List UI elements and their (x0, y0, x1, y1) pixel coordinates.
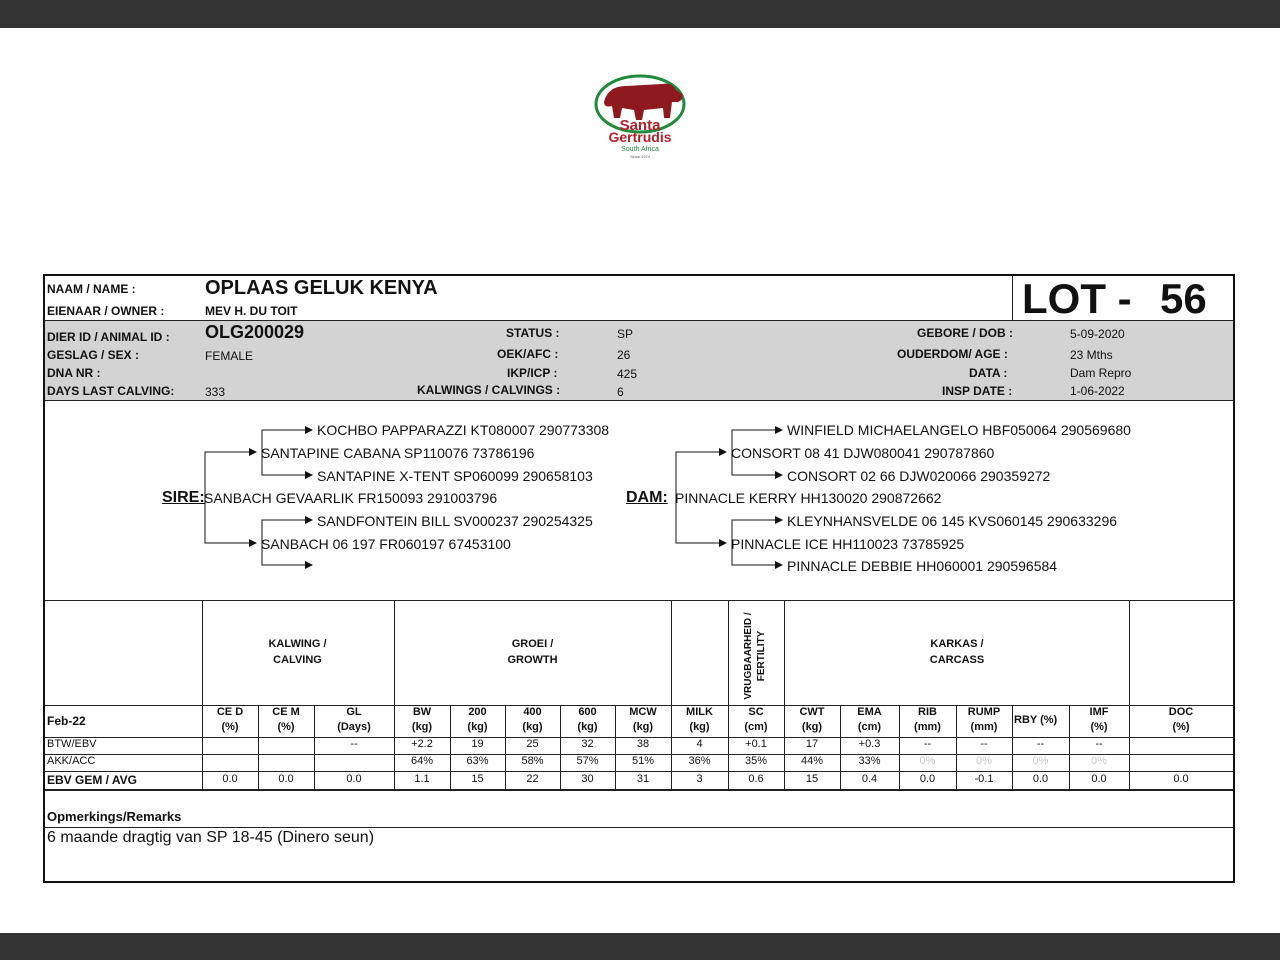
sire-sire-sire-name: KOCHBO PAPPARAZZI KT080007 290773308 (317, 422, 610, 438)
animal-id-value: OLG200029 (205, 322, 305, 342)
ebv-column-unit: (%) (1090, 721, 1108, 733)
ebv-cell: 35% (744, 755, 768, 767)
ebv-cell: 51% (631, 755, 655, 767)
group-carcass-line-1: KARKAS / (930, 638, 984, 650)
ebv-column-header (450, 705, 505, 735)
ebv-column-header (671, 705, 728, 735)
sire-sire-name: SANTAPINE CABANA SP110076 73786196 (261, 445, 535, 461)
ebv-cell: +0.1 (745, 738, 767, 750)
insp-date-label: INSP DATE : (942, 384, 1013, 398)
ebv-row-label: EBV GEM / AVG (47, 773, 138, 787)
ebv-column-name: GL (346, 706, 362, 718)
sire-dam-name: SANBACH 06 197 FR060197 67453100 (261, 536, 511, 552)
ebv-column-name: IMF (1089, 706, 1109, 718)
ebv-bottom-line (45, 789, 1233, 791)
ebv-column-name: RUMP (967, 706, 1001, 718)
ebv-cell: 0.6 (748, 773, 764, 785)
ebv-column-header (1069, 705, 1129, 735)
ebv-row-label: BTW/EBV (47, 738, 97, 750)
lot-label: LOT - (1022, 275, 1132, 322)
ebv-cell: -- (1036, 738, 1045, 750)
group-calving-line-2: CALVING (273, 654, 322, 666)
group-carcass (785, 636, 1129, 668)
ebv-column-name: 400 (523, 706, 542, 718)
ebv-cell: 38 (636, 738, 650, 750)
dam-dam-sire-name: KLEYNHANSVELDE 06 145 KVS060145 290633296 (787, 513, 1118, 529)
data-value: Dam Repro (1070, 366, 1132, 380)
oek-label: OEK/AFC : (497, 347, 559, 361)
ebv-column-unit: (mm) (914, 721, 941, 733)
sire-name: SANBACH GEVAARLIK FR150093 291003796 (204, 490, 498, 506)
days-label: DAYS LAST CALVING: (47, 384, 175, 398)
group-fertility: VRUGBAARHEID / FERTILITY (743, 612, 767, 700)
ebv-cell: 0% (976, 755, 992, 767)
remarks-label: Opmerkings/Remarks (47, 809, 182, 824)
group-calving (202, 636, 393, 668)
ebv-column-unit: (kg) (522, 721, 543, 733)
ebv-period: Feb-22 (47, 714, 86, 728)
ebv-column-unit: (kg) (411, 721, 433, 733)
ebv-cell: 33% (858, 755, 881, 767)
dam-sire-name: CONSORT 08 41 DJW080041 290787860 (731, 445, 995, 461)
animal-id-label: DIER ID / ANIMAL ID : (47, 330, 170, 344)
dob-label: GEBORE / DOB : (917, 326, 1014, 340)
ebv-cell: 36% (688, 755, 711, 767)
ebv-column-unit: (kg) (577, 721, 598, 733)
ebv-cell: +2.2 (411, 738, 433, 750)
ebv-cell: -- (350, 738, 358, 750)
ebv-column-unit: (%) (277, 721, 295, 733)
ebv-column-unit: (Days) (337, 721, 371, 733)
ebv-cell: 0.4 (861, 773, 878, 785)
ebv-column-line (202, 600, 203, 789)
logo-line-4: Since 1974 (629, 154, 651, 159)
ebv-column-name: MILK (686, 706, 713, 718)
ebv-cell: -- (980, 738, 988, 750)
ebv-column-unit: (cm) (857, 721, 882, 733)
dam-dam-name: PINNACLE ICE HH110023 73785925 (731, 536, 965, 552)
ebv-column-unit: (kg) (801, 721, 823, 733)
ebv-column-unit: (%) (1172, 721, 1190, 733)
group-carcass-line-2: CARCASS (929, 654, 985, 666)
remarks-text: 6 maande dragtig van SP 18-45 (Dinero seun) (47, 829, 375, 846)
dam-label: DAM: (626, 489, 668, 506)
sex-label: GESLAG / SEX : (47, 348, 140, 362)
ebv-cell: 0.0 (278, 773, 294, 785)
ebv-column-unit: (kg) (467, 721, 488, 733)
ebv-cell: 0.0 (222, 773, 238, 785)
data-label: DATA : (969, 366, 1008, 380)
lot-number: 56 (1160, 275, 1207, 322)
ebv-column-name: SC (748, 706, 764, 718)
ebv-cell: 31 (636, 773, 650, 785)
ebv-column-line (1129, 600, 1130, 789)
ebv-cell: 57% (576, 755, 599, 767)
sire-sire-dam-name: SANTAPINE X-TENT SP060099 290658103 (317, 468, 593, 484)
ebv-column-header (314, 705, 394, 735)
ebv-cell: 30 (581, 773, 594, 785)
age-label: OUDERDOM/ AGE : (897, 347, 1008, 361)
ebv-column-name: MCW (629, 706, 657, 718)
ebv-cell: 19 (471, 738, 484, 750)
ebv-row-label: AKK/ACC (47, 755, 96, 767)
ebv-cell: 3 (696, 773, 703, 785)
ebv-column-header (202, 705, 258, 735)
ebv-column-name: RBY (%) (1014, 714, 1058, 726)
group-calving-line-1: KALWING / (268, 638, 327, 650)
ebv-column-header (899, 705, 956, 735)
ebv-cell: 17 (805, 738, 819, 750)
oek-value: 26 (617, 348, 631, 362)
ebv-column-name: 200 (468, 706, 487, 718)
ebv-cell: 58% (521, 755, 544, 767)
ebv-cell: 0.0 (346, 773, 362, 785)
ebv-top-line (45, 600, 1233, 601)
ebv-column-name: EMA (857, 706, 882, 718)
days-value: 333 (205, 385, 226, 399)
ebv-column-header (956, 705, 1012, 735)
ebv-cell: -- (1095, 738, 1103, 750)
ebv-column-unit: (cm) (744, 721, 768, 733)
dam-dam-dam-name: PINNACLE DEBBIE HH060001 290596584 (787, 558, 1058, 574)
ebv-column-header (728, 705, 784, 735)
dam-sire-dam-name: CONSORT 02 66 DJW020066 290359272 (787, 468, 1051, 484)
status-label: STATUS : (506, 326, 560, 340)
ebv-cell: 22 (526, 773, 539, 785)
ebv-cell: 0.0 (1032, 773, 1049, 785)
ebv-column-name: BW (412, 706, 432, 718)
ebv-column-name: RIB (918, 706, 937, 718)
ebv-column-name: CE D (216, 706, 244, 718)
insp-date-value: 1-06-2022 (1070, 384, 1125, 398)
ebv-cell: 44% (800, 755, 824, 767)
calvings-label: KALWINGS / CALVINGS : (417, 383, 561, 397)
ebv-column-header (615, 705, 671, 735)
ebv-cell: 1.1 (414, 773, 430, 785)
ebv-cell: 15 (805, 773, 819, 785)
ebv-column-name: DOC (1168, 706, 1194, 718)
logo-line-1: Santa (619, 117, 661, 134)
ebv-column-header (1129, 705, 1233, 735)
ebv-row-line-3 (45, 771, 1233, 772)
ebv-cell: 0% (1032, 755, 1049, 767)
ebv-column-header (1012, 713, 1071, 728)
ebv-column-header (258, 705, 314, 735)
group-growth-line-2: GROWTH (507, 654, 558, 666)
ebv-column-header (505, 705, 560, 735)
age-value: 23 Mths (1070, 348, 1113, 362)
ebv-column-unit: (%) (221, 721, 239, 733)
ebv-cell: +0.3 (858, 738, 881, 750)
ebv-cell: 32 (581, 738, 594, 750)
ebv-cell: 15 (471, 773, 484, 785)
animal-name: OPLAAS GELUK KENYA (205, 277, 438, 299)
calvings-value: 6 (617, 385, 624, 399)
ebv-cell: 0.0 (919, 773, 936, 785)
ebv-cell: -- (923, 738, 932, 750)
sire-label: SIRE: (162, 489, 205, 506)
ebv-column-name: CWT (799, 706, 825, 718)
group-growth (394, 636, 671, 668)
ikp-label: IKP/ICP : (507, 366, 558, 380)
ikp-value: 425 (617, 367, 638, 381)
dam-sire-sire-name: WINFIELD MICHAELANGELO HBF050064 290569680 (787, 422, 1131, 438)
status-value: SP (617, 327, 634, 341)
sire-dam-sire-name: SANDFONTEIN BILL SV000237 290254325 (317, 513, 593, 529)
ebv-column-header (560, 705, 615, 735)
ebv-column-unit: (kg) (632, 721, 654, 733)
owner-label: EIENAAR / OWNER : (47, 304, 165, 318)
ebv-cell: 25 (526, 738, 539, 750)
ebv-column-name: CE M (272, 706, 300, 718)
ebv-cell: 63% (466, 755, 489, 767)
logo-line-3: South Africa (621, 146, 659, 153)
ebv-cell: 0% (1091, 755, 1107, 767)
owner-value: MEV H. DU TOIT (205, 304, 298, 318)
sex-value: FEMALE (205, 349, 254, 363)
name-label: NAAM / NAME : (47, 282, 136, 296)
ebv-column-header (394, 705, 450, 735)
logo-line-2: Gertrudis (608, 129, 672, 145)
ebv-column-name: 600 (578, 706, 597, 718)
ebv-cell: 0.0 (1173, 773, 1189, 785)
ebv-column-unit: (mm) (970, 721, 998, 733)
dam-name: PINNACLE KERRY HH130020 290872662 (675, 490, 942, 506)
dob-value: 5-09-2020 (1070, 327, 1125, 341)
ebv-cell: 0.0 (1091, 773, 1107, 785)
dna-label: DNA NR : (47, 366, 101, 380)
ebv-cell: 64% (410, 755, 434, 767)
remarks-divider (45, 827, 1233, 828)
ebv-cell: 4 (696, 738, 703, 750)
group-growth-line-1: GROEI / (511, 638, 554, 650)
ebv-column-header (784, 705, 840, 735)
ebv-column-unit: (kg) (689, 721, 710, 733)
ebv-column-header (840, 705, 899, 735)
ebv-cell: 0% (919, 755, 936, 767)
ebv-cell: -0.1 (974, 773, 994, 785)
